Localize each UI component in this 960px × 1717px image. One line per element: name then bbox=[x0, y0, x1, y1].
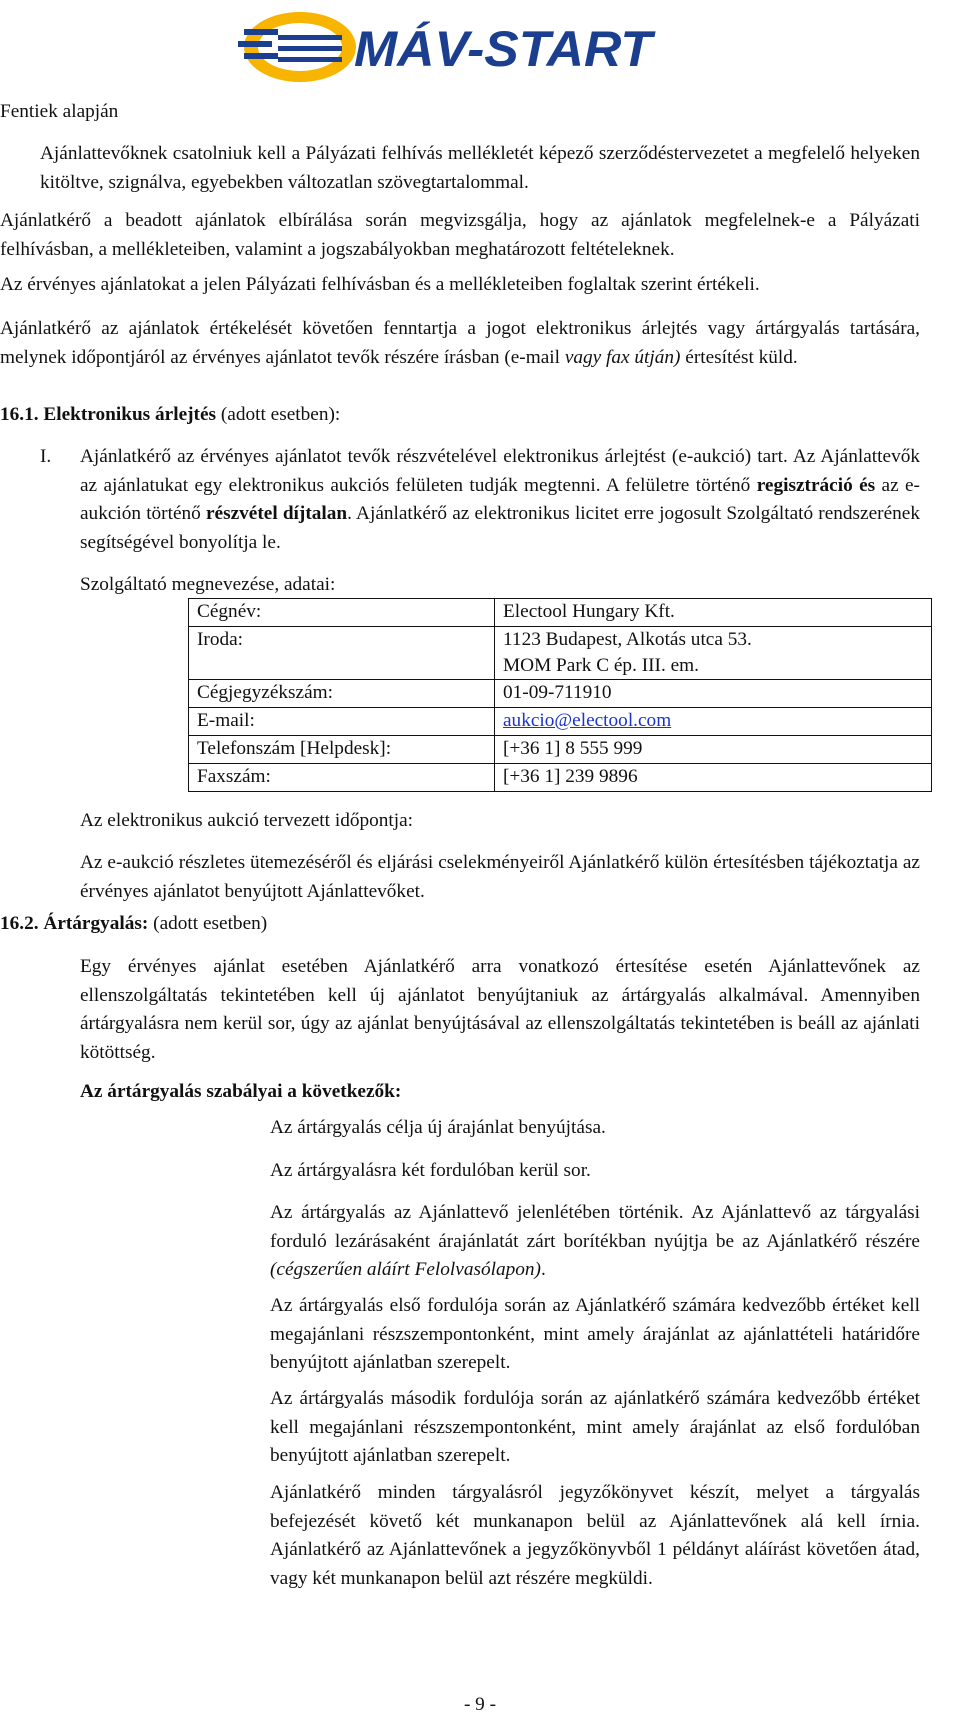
table-row bbox=[189, 680, 932, 708]
address-line-1: 1123 Budapest, Alkotás utca 53. bbox=[503, 629, 752, 650]
rule-text-italic: (cégszerűen aláírt Felolvasólapon) bbox=[270, 1259, 541, 1280]
rule-item: Ajánlatkérő minden tárgyalásról jegyzőkönyvet készít, melyet a tárgyalás befejezését követő két munkanapon belül az Ajánlattevőnek alá kell írnia. Ajánlatkérő az Ajánlattevőnek a jegyzőkönyvből 1 példányt aláírást követően átad, vagy két munkanapon belül azt részére megküldi. bbox=[270, 1482, 920, 1589]
rule-item: Az ártárgyalás első fordulója során az Ajánlatkérő számára kedvezőbb értéket kell megajánlani részszempontonként, mint amely árajánlat az ajánlattételi határidőre benyújtott ajánlatban szerepelt. bbox=[270, 1295, 920, 1373]
section-heading-16-1 bbox=[0, 401, 340, 430]
rule-item: Az ártárgyalás második fordulója során az ajánlatkérő számára kedvezőbb értéket kell megajánlani részszempontonként, mint amely árajánlat az első fordulóban benyújtott ajánlatban szerepelt. bbox=[270, 1388, 920, 1466]
table-cell-value: [+36 1] 8 555 999 bbox=[495, 736, 932, 764]
rule-item: Az ártárgyalás célja új árajánlat benyújtása. bbox=[270, 1117, 606, 1138]
rule-text-a: Az ártárgyalás az Ajánlattevő jelenlétében történik. Az Ajánlattevő az tárgyalási forduló lezárásaként árajánlatát zárt borítékban nyújtja be az Ajánlatkérő részére bbox=[270, 1202, 920, 1252]
paragraph-evaluation-check: Ajánlatkérő a beadott ajánlatok elbírálása során megvizsgálja, hogy az ajánlatok megfelelnek-e a Pályázati felhívásban, a mellékleteiben, valamint a jogszabályokban meghatározott feltételeknek. bbox=[0, 210, 920, 260]
table-cell-label: Cégnév: bbox=[189, 599, 495, 627]
section-suffix: (adott esetben): bbox=[216, 404, 341, 425]
section-title: Elektronikus árlejtés bbox=[43, 404, 217, 425]
table-cell-value bbox=[495, 627, 932, 680]
item-text-a: Ajánlatkérő az érvényes ajánlatot tevők részvételével elektronikus árlejtést (e-aukció) tart. Az Ajánlattevők az ajánlatukat egy elektronikus aukciós felületen tudják megtenni. A felületre történő bbox=[80, 446, 920, 496]
para4-text-italic: vagy fax útján) bbox=[564, 346, 681, 368]
provider-table bbox=[188, 598, 932, 792]
table-row bbox=[189, 764, 932, 792]
rules-heading: Az ártárgyalás szabályai a következők: bbox=[80, 1081, 402, 1102]
paragraph-e-auction-right bbox=[0, 315, 920, 372]
item-text-c: az e-aukción történő bbox=[80, 474, 920, 524]
item-text-e: . Ajánlatkérő az elektronikus licitet erre jogosult Szolgáltató rendszerének segítségével bonyolítja le. bbox=[80, 503, 920, 553]
table-row bbox=[189, 708, 932, 736]
page-number: - 9 - bbox=[463, 1694, 497, 1715]
section-number: 16.1. bbox=[0, 404, 39, 425]
para4-text-c: értesítést küld. bbox=[680, 346, 798, 368]
paragraph-price-negotiation: Egy érvényes ajánlat esetében Ajánlatkérő arra vonatkozó értesítése esetén Ajánlattevőnek az ellenszolgáltatás tekintetében kell új ajánlatot benyújtaniuk az ártárgyalás alkalmával. Amennyiben ártárgyalásra nem kerül sor, úgy az ajánlat benyújtásával az ellenszolgáltatás tekintetében is beáll az ajánlati kötöttség. bbox=[80, 956, 920, 1063]
table-row bbox=[189, 736, 932, 764]
address-line-2: MOM Park C ép. III. em. bbox=[503, 655, 699, 676]
table-cell-label: Telefonszám [Helpdesk]: bbox=[189, 736, 495, 764]
paragraph-evaluation-rule: Az érvényes ajánlatokat a jelen Pályázati felhívásban és a mellékleteiben foglaltak szerint értékeli. bbox=[0, 274, 760, 295]
rule-text-c: . bbox=[540, 1259, 546, 1280]
rule-item bbox=[270, 1199, 920, 1285]
section-title: Ártárgyalás: bbox=[43, 913, 149, 934]
provider-heading: Szolgáltató megnevezése, adatai: bbox=[80, 574, 336, 595]
provider-table-wrap bbox=[188, 598, 932, 792]
mav-start-logo bbox=[238, 6, 658, 88]
table-cell-label: Iroda: bbox=[189, 627, 495, 680]
email-link[interactable]: aukcio@electool.com bbox=[503, 710, 672, 731]
table-cell-label: Cégjegyzékszám: bbox=[189, 680, 495, 708]
paragraph-e-auction-details bbox=[80, 443, 920, 557]
section-number: 16.2. bbox=[0, 913, 39, 934]
table-cell-label: Faxszám: bbox=[189, 764, 495, 792]
list-marker-I: I. bbox=[40, 446, 52, 467]
para4-text-a: Ajánlatkérő az ajánlatok értékelését követően fenntartja a jogot elektronikus árlejtés vagy ártárgyalás tartására, melynek időpontjáról az érvényes ajánlatot tevők részére írásban (e-mail bbox=[0, 318, 920, 368]
table-cell-value: [+36 1] 239 9896 bbox=[495, 764, 932, 792]
table-row bbox=[189, 627, 932, 680]
logo-wordmark: MÁV-START bbox=[354, 21, 657, 77]
intro-line: Fentiek alapján bbox=[0, 101, 119, 122]
auction-date-label: Az elektronikus aukció tervezett időpontja: bbox=[80, 810, 414, 831]
paragraph-attachments: Ajánlattevőknek csatolniuk kell a Pályázati felhívás mellékletét képező szerződéstervezetet a megfelelő helyeken kitöltve, szignálva, egyebekben változatlan szövegtartalommal. bbox=[40, 143, 920, 193]
table-row bbox=[189, 599, 932, 627]
table-cell-label: E-mail: bbox=[189, 708, 495, 736]
logo-emblem-icon bbox=[238, 6, 658, 88]
item-text-free-participation: részvétel díjtalan bbox=[205, 503, 348, 524]
table-cell-value: 01-09-711910 bbox=[495, 680, 932, 708]
table-cell-value: Electool Hungary Kft. bbox=[495, 599, 932, 627]
section-heading-16-2 bbox=[0, 910, 267, 939]
paragraph-auction-schedule: Az e-aukció részletes ütemezéséről és eljárási cselekményeiről Ajánlatkérő külön értesítésben tájékoztatja az érvényes ajánlatot benyújtott Ajánlattevőket. bbox=[80, 852, 920, 902]
rule-item: Az ártárgyalásra két fordulóban kerül sor. bbox=[270, 1160, 591, 1181]
item-text-registration: regisztráció és bbox=[756, 474, 876, 496]
table-cell-value bbox=[495, 708, 932, 736]
section-suffix: (adott esetben) bbox=[148, 913, 268, 934]
